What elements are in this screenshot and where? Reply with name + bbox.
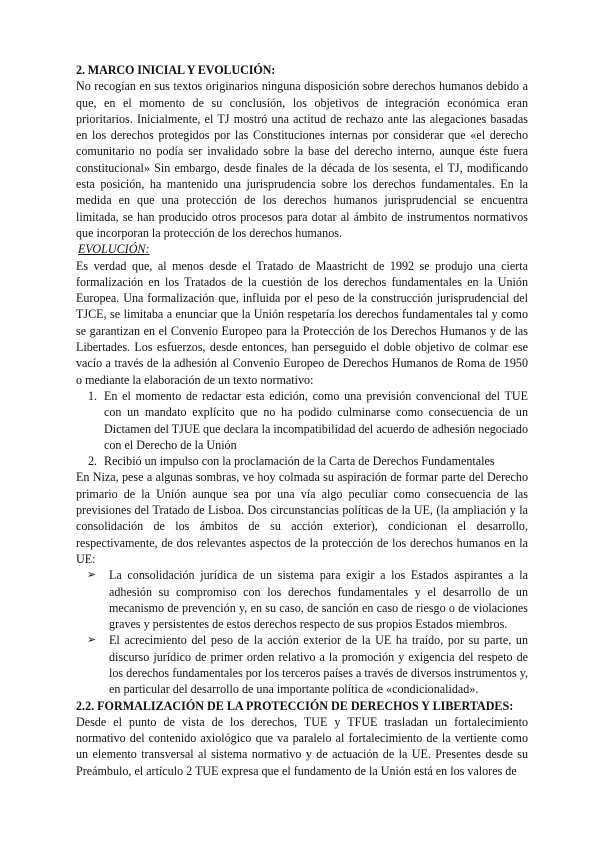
list-item-text: El acrecimiento del peso de la acción exterior de la UE ha traído, por su parte, un discurso jurídico de primer orden relativo a la promoción y exigencia del respeto de los derechos fundamentales por los terceros países a través de diversos instrumentos y, en particular del desarrollo de una importante política de «condicionalidad». (109, 633, 528, 697)
evolution-subheading: EVOLUCIÓN: (78, 242, 150, 257)
list-item (76, 567, 528, 632)
arrow-list (76, 567, 528, 697)
list-marker: 2. (88, 454, 98, 469)
intro-paragraph: No recogían en sus textos originarios ninguna disposición sobre derechos humanos debido a que, en el momento de su conclusión, los objetivos de integración económica eran prioritarios. Inicialmente, el TJ mostró una actitud de rechazo ante las alegaciones basadas en los derechos protegidos por las Constituciones internas por considerar que «el derecho comunitario no podía ser invalidado sobre la base del derecho interno, aunque éste fuera constitucional» Sin embargo, desde finales de la década de los sesenta, el TJ, modificando esta posición, ha mantenido una jurisprudencia sobre los derechos fundamentales. En la medida en que una protección de los derechos humanos jurisprudencial se encuentra limitada, se han producido otros procesos para dotar al ámbito de instrumentos normativos que incorporan la protección de los derechos humanos. (76, 79, 528, 240)
list-item-text: Recibió un impulso con la proclamación de la Carta de Derechos Fundamentales (104, 454, 495, 469)
arrow-bullet-icon: ➢ (87, 634, 97, 647)
list-item (76, 632, 528, 697)
list-item (76, 388, 528, 453)
evolution-paragraph: Es verdad que, al menos desde el Tratado de Maastricht de 1992 se produjo una cierta formalización en los Tratados de la cuestión de los derechos fundamentales en la Unión Europea. Una formalización que, influida por el peso de la construcción jurisprudencial del TJCE, se limitaba a enunciar que la Unión respetaría los derechos fundamentales tal y como se garantizan en el Convenio Europeo para la Protección de los Derechos Humanos y de las Libertades. Los esfuerzos, desde entonces, han perseguido el doble objetivo de colmar ese vacío a través de la adhesión al Convenio Europeo de Derechos Humanos de Roma de 1950 o mediante la elaboración de un texto normativo: (76, 258, 528, 387)
list-item-text: La consolidación jurídica de un sistema para exigir a los Estados aspirantes a la adhesión su compromiso con los derechos fundamentales y el desarrollo de un mecanismo de prevención y, en su caso, de sanción en caso de riesgo o de violaciones graves y persistentes de estos derechos respecto de sus propios Estados miembros. (109, 568, 528, 632)
formalization-paragraph: Desde el punto de vista de los derechos, TUE y TFUE trasladan un fortalecimiento normativo del contenido axiológico que va paralelo al fortalecimiento de la vertiente como un elemento transversal al sistema normativo y de actuación de la UE. Presentes desde su Preámbulo, el artículo 2 TUE expresa que el fundamento de la Unión está en los valores de (76, 714, 528, 778)
list-item (76, 453, 528, 469)
section-heading-2: 2.2. FORMALIZACIÓN DE LA PROTECCIÓN DE DERECHOS Y LIBERTADES: (76, 698, 514, 713)
document-page (76, 62, 528, 779)
arrow-bullet-icon: ➢ (87, 569, 97, 582)
nice-paragraph: En Niza, pese a algunas sombras, ve hoy colmada su aspiración de formar parte del Derecho primario de la Unión aunque sea por una vía algo peculiar como consecuencia de las previsiones del Tratado de Lisboa. Dos circunstancias políticas de la UE, (la ampliación y la consolidación de los ámbitos de su acción exterior), condicionan el desarrollo, respectivamente, de dos relevantes aspectos de la protección de los derechos humanos en la UE: (76, 470, 528, 566)
list-marker: 1. (88, 388, 98, 403)
numbered-list (76, 388, 528, 469)
list-item-text: En el momento de redactar esta edición, como una previsión convencional del TUE con un mandato explícito que no ha podido culminarse como consecuencia de un Dictamen del TJUE que declara la incompatibilidad del acuerdo de adhesión negociado con el Derecho de la Unión (104, 388, 528, 452)
section-heading: 2. MARCO INICIAL Y EVOLUCIÓN: (76, 63, 276, 77)
